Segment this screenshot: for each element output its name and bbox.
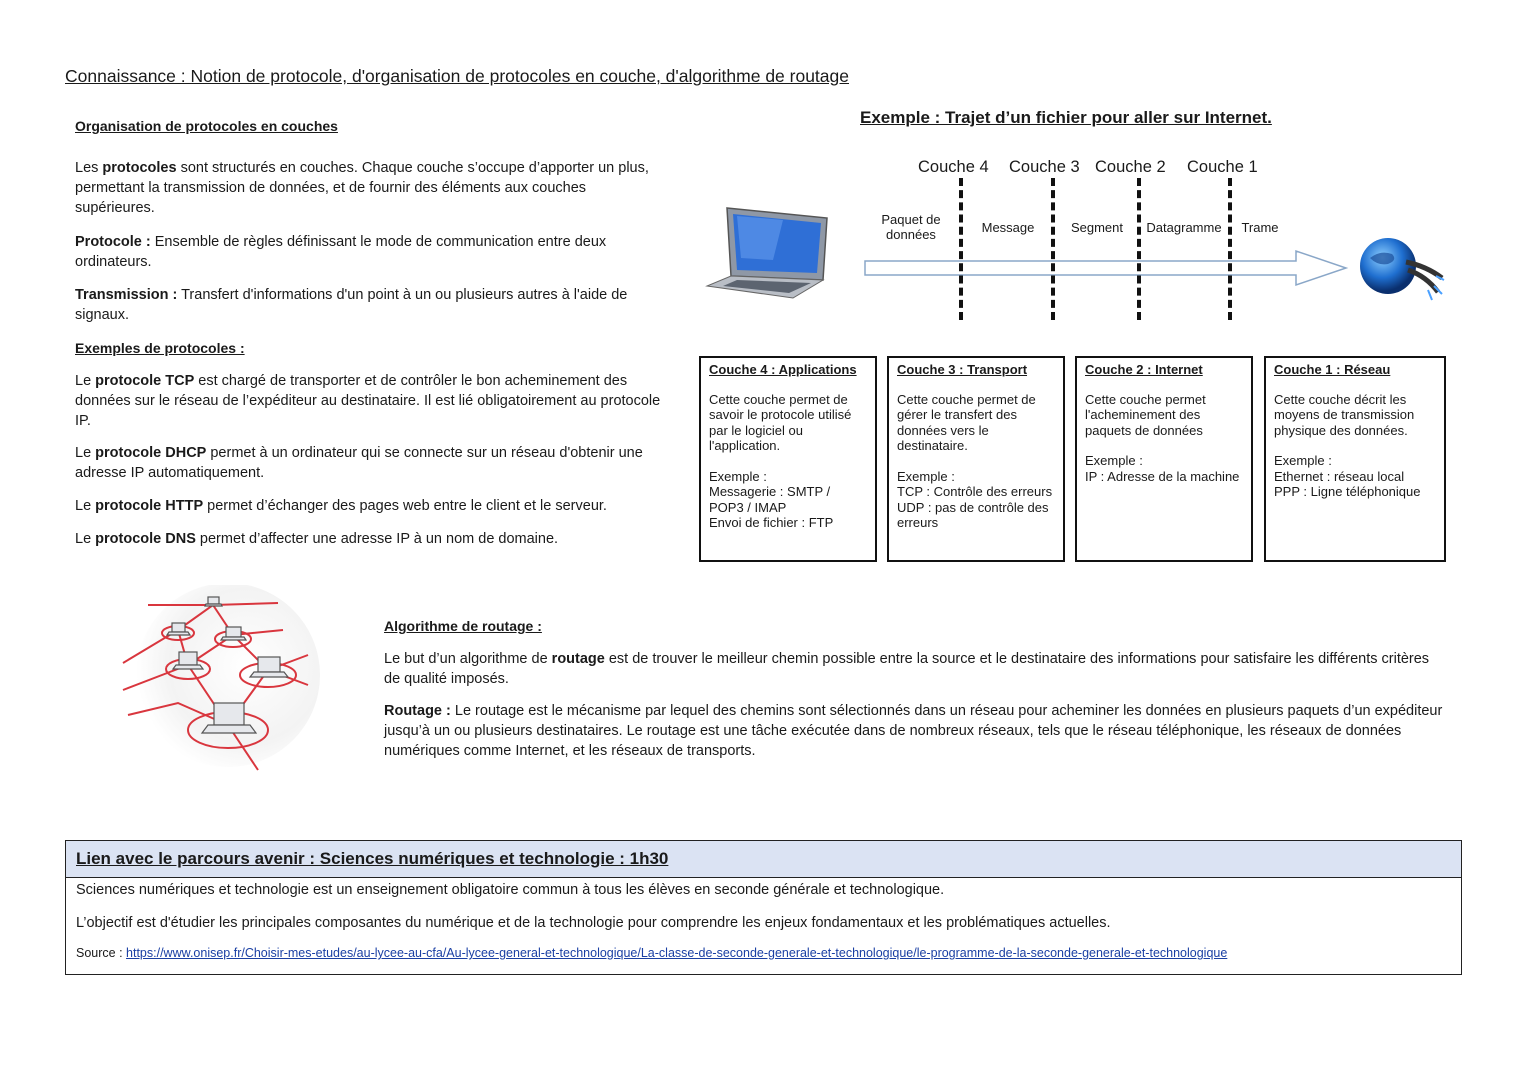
example-tcp <box>75 371 665 431</box>
couche-3-label: Couche 3 <box>1009 158 1080 176</box>
layer-title: Couche 3 : Transport <box>897 362 1028 377</box>
layer-example: Exemple : IP : Adresse de la machine <box>1085 453 1240 484</box>
couche-4-label: Couche 4 <box>918 158 989 176</box>
layer-example: Exemple : TCP : Contrôle des erreurs UDP : pas de contrôle des erreurs <box>897 468 1053 530</box>
example-dhcp-text: permet à un ordinateur qui se connecte sur un réseau d'obtenir une adresse IP automatiquement. <box>75 445 643 481</box>
layer-title: Couche 4 : Applications <box>709 362 857 377</box>
network-illustration <box>118 585 323 775</box>
example-dns-text: permet d’affecter une adresse IP à un nom de domaine. <box>195 531 559 547</box>
transfer-arrow <box>862 248 1352 288</box>
example-tcp-pre: Le <box>75 373 96 389</box>
layer-box-couche-3 <box>887 356 1065 562</box>
example-http-text: permet d’échanger des pages web entre le client et le serveur. <box>203 498 607 514</box>
couche-2-label: Couche 2 <box>1095 158 1166 176</box>
parcours-paragraph-2: L’objectif est d'étudier les principales composantes du numérique et de la technologie pour comprendre les enjeux fondamentaux et les problématiques actuelles. <box>76 915 1111 931</box>
separator-couche-3 <box>1051 178 1055 320</box>
layer-description: Cette couche permet de gérer le transfert des données vers le destinataire. <box>897 391 1036 453</box>
example-tcp-text: est chargé de transporter et de contrôler le bon acheminement des données sur le réseau de l’expéditeur au destinataire. Il est lié obligatoirement au protocole IP. <box>75 373 661 429</box>
layer-description: Cette couche permet l'acheminement des paquets de données <box>1085 391 1206 438</box>
layer-box-couche-1 <box>1264 356 1446 562</box>
layer-box-couche-2 <box>1075 356 1253 562</box>
source-label: Source : <box>76 946 127 960</box>
segment-message: Message <box>981 220 1035 235</box>
example-dns <box>75 529 665 549</box>
intro-text-start: Les <box>75 160 103 176</box>
transmission-term: Transmission : <box>75 287 178 303</box>
protocole-definition <box>75 232 665 272</box>
parcours-paragraph-1: Sciences numériques et technologie est un enseignement obligatoire commun à tous les élèves en seconde générale et technologique. <box>76 882 945 898</box>
globe-icon <box>1356 232 1446 304</box>
layer-description: Cette couche décrit les moyens de transmission physique des données. <box>1274 391 1415 438</box>
section-title-organisation: Organisation de protocoles en couches <box>75 118 338 134</box>
example-dns-pre: Le <box>75 531 96 547</box>
segment-datagramme: Datagramme <box>1146 220 1222 235</box>
page-title: Connaissance : Notion de protocole, d'organisation de protocoles en couche, d'algorithme de routage <box>65 66 849 86</box>
laptop-icon <box>703 200 833 300</box>
routage-title: Algorithme de routage : <box>384 618 542 634</box>
routage-p2-term: Routage : <box>384 703 451 719</box>
segment-paquet <box>872 212 950 242</box>
example-dns-term: protocole DNS <box>95 531 196 547</box>
layer-title: Couche 2 : Internet <box>1085 362 1203 377</box>
layer-example: Exemple : Messagerie : SMTP / POP3 / IMAP Envoi de fichier : FTP <box>709 468 834 530</box>
routage-paragraph-1 <box>384 649 1449 689</box>
example-http-term: protocole HTTP <box>95 498 204 514</box>
example-http <box>75 496 665 516</box>
example-http-pre: Le <box>75 498 96 514</box>
intro-bold-term: protocoles <box>102 160 177 176</box>
transmission-definition <box>75 285 665 325</box>
routage-p1-text: est de trouver le meilleur chemin possible entre la source et le destinataire des informations pour satisfaire les différents critères de qualité imposés. <box>384 651 1430 687</box>
intro-text-end: sont structurés en couches. Chaque couche s’occupe d’apporter un plus, permettant la transmission de données, et de fournir des éléments aux couches supérieures. <box>75 160 649 216</box>
layer-example: Exemple : Ethernet : réseau local PPP : Ligne téléphonique <box>1274 453 1421 499</box>
parcours-box <box>65 840 1462 975</box>
layer-title: Couche 1 : Réseau <box>1274 362 1391 377</box>
examples-title: Exemples de protocoles : <box>75 340 245 356</box>
example-tcp-term: protocole TCP <box>95 373 195 389</box>
intro-paragraph <box>75 158 665 218</box>
routage-p1-pre: Le but d’un algorithme de <box>384 651 552 667</box>
layer-description: Cette couche permet de savoir le protocole utilisé par le logiciel ou l'application. <box>709 391 852 453</box>
protocole-term: Protocole : <box>75 234 151 250</box>
segment-segment: Segment <box>1070 220 1124 235</box>
layer-box-couche-4 <box>699 356 877 562</box>
example-dhcp-pre: Le <box>75 445 96 461</box>
separator-couche-4 <box>959 178 963 320</box>
parcours-title: Lien avec le parcours avenir : Sciences numériques et technologie : 1h30 <box>66 841 1461 878</box>
protocole-text: Ensemble de règles définissant le mode de communication entre deux ordinateurs. <box>75 234 607 270</box>
segment-paquet-line2: données <box>886 227 936 242</box>
separator-couche-2 <box>1137 178 1141 320</box>
routage-paragraph-2 <box>384 701 1449 761</box>
segment-paquet-line1: Paquet de <box>881 212 941 227</box>
transmission-text: Transfert d'informations d'un point à un ou plusieurs autres à l'aide de signaux. <box>75 287 628 323</box>
routage-p2-text: Le routage est le mécanisme par lequel des chemins sont sélectionnés dans un réseau pour acheminer les données en plusieurs paquets d’un expéditeur jusqu’à un ou plusieurs destinataires. Le routage est une tâche exécutée dans de nombreux réseaux, tels que le réseau téléphonique, les réseaux de données numériques comme Internet, et les réseaux de transports. <box>384 703 1443 759</box>
source-link[interactable]: https://www.onisep.fr/Choisir-mes-etudes/au-lycee-au-cfa/Au-lycee-general-et-technologique/La-classe-de-seconde-generale-et-technologique/le-programme-de-la-seconde-generale-et-technologique <box>126 946 1228 960</box>
diagram-title: Exemple : Trajet d’un fichier pour aller sur Internet. <box>860 108 1272 127</box>
segment-trame: Trame <box>1241 220 1279 235</box>
parcours-source <box>76 946 1227 960</box>
example-dhcp <box>75 443 665 483</box>
couche-1-label: Couche 1 <box>1187 158 1258 176</box>
separator-couche-1 <box>1228 178 1232 320</box>
example-dhcp-term: protocole DHCP <box>95 445 207 461</box>
routage-p1-term: routage <box>551 651 605 667</box>
